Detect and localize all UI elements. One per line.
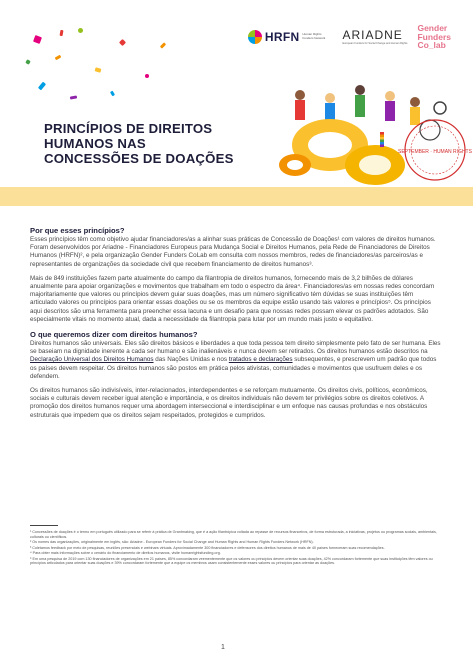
- footnote: ² Os nomes das organizações, originalmente em inglês, são: Ariadne - European Funders for Social Change and Human Rights and Human Rights Funders Network (HRFN).: [30, 540, 314, 544]
- footnotes: [30, 530, 442, 567]
- footnote: ⁴ Para obter mais informações sobre o cenário do financiamento de direitos humanos, visite humanrightsfunding.org.: [30, 551, 221, 555]
- ariadne-logo: ARIADNE European Funders for Social Change and Human Rights: [342, 28, 408, 46]
- september-stamp: [398, 120, 473, 180]
- partner-logos: [248, 24, 451, 50]
- main-content: [30, 220, 442, 426]
- hrfn-logo: HRFN Human Rights Funders Network: [248, 30, 333, 44]
- udhr-link[interactable]: Declaração Universal dos Direitos Humanos: [30, 356, 154, 364]
- hrfn-mark-icon: [248, 30, 262, 44]
- rainbow-flag: [380, 132, 384, 147]
- life-rings: [279, 119, 405, 185]
- page-number: 1: [221, 644, 225, 651]
- treaties-link[interactable]: tratados e declarações: [228, 356, 293, 364]
- footnote: ⁵ Em uma pesquisa de 2019 com 130 financiadores de organizações em 21 países, 85% concordaram veementemente que os valores ou princípios devem orientar suas doações, 42% concordaram fortemente que suas instituições têm valores ou princípios articulados para orientar suas doações e 39% concordaram fortemente que a equipe os membros usam consistentemente esses valores ou princípios para orientar as doações.: [30, 556, 433, 565]
- footnote-divider: [30, 525, 58, 526]
- header-illustration: [260, 60, 473, 210]
- section-heading-meaning: O que queremos dizer com direitos humanos?: [30, 330, 198, 340]
- paragraph: Os direitos humanos são indivisíveis, inter-relacionados, interdependentes e se reforçam mutuamente. Os direitos civis, políticos, econômicos, sociais e culturais devem receber igual atenção e importância, e os direitos individuais não devem ter privilégios sobre os direitos coletivos. A promoção dos direitos humanos requer uma abordagem interseccional e interdisciplinar e um enfoque nas causas profundas e nos obstáculos estruturais que impedem que os direitos sejam respeitados, protegidos e cumpridos.: [30, 387, 428, 419]
- section-heading-why: Por que esses princípios?: [30, 226, 125, 235]
- svg-text:SEPTEMBER · HUMAN RIGHTS: SEPTEMBER · HUMAN RIGHTS: [398, 149, 472, 155]
- footnote: ³ Coletamos feedback por meio de pesquisas, reuniões presenciais e webinars virtuais. Aproximadamente 300 financiadores e defensores dos direitos humanos de mais de 40 países forneceram suas recomendações.: [30, 545, 385, 550]
- footnote: ¹ Concessões de doações é o termo em português utilizado para se referir à prática de Grantmaking, que é a ação filantrópica voltada ao repasse de recursos financeiros, de forma estruturada, a iniciativas, projetos ou programas sociais, ambientais, culturais ou científicos.: [30, 530, 437, 539]
- paragraph: Mais de 849 instituições fazem parte atualmente do campo da filantropia de direitos humanos, fornecendo mais de 3,2 bilhões de dólares anualmente para apoiar organizações e movimentos que trabalham em todo o espectro da área⁴. Financiadores/as em nossas redes concordam majoritariamente que valores ou princípios devem guiar suas doações, mas um número significativo tém dúvidas se suas instituições têm articulado valores ou princípios para orientar essas doações ou se os membros da equipe estão usando tais valores e princípios⁵. Os princípios aqui descritos são uma ferramenta para preencher essa lacuna e um desafio para que nossas redes possam elevar os padrões adotados. São especialmente vitais no momento atual, dada a necessidade da filantropia para lutar por um mundo mais justo e equitativo.: [30, 274, 435, 323]
- page-title: PRINCÍPIOS DE DIREITOS HUMANOS NAS CONCESSÕES DE DOAÇÕES: [44, 121, 234, 166]
- paragraph: Direitos humanos são universais. Eles são direitos básicos e liberdades a que toda pessoa tem direito simplesmente pelo fato de ser humana. Eles se baseiam na dignidade inerente a cada ser humano e são inalienáveis e nunca devem ser retirados. Os direitos humanos estão descritos na Declaração Universal dos Direitos Humanos das Nações Unidas e nos tratados e declarações subsequentes, e prescrevem um padrão que todos os países devem respeitar. Os direitos humanos são postos em prática pelos ativistas, comunidades e movimentos que usufruem deles e os defendem.: [30, 340, 441, 380]
- gender-funders-colab-logo: Gender Funders Co_lab: [417, 23, 451, 50]
- paragraph: Esses princípios têm como objetivo ajudar financiadores/as a alinhar suas práticas de Concessão de Doações¹ com valores de direitos humanos. Foram desenvolvidos por Ariadne - Financiadores Europeus para Mudança Social e Direitos Humanos, pela Rede de Financiadores de Direitos Humanos (HRFN)², e pela organização Gender Funders CoLab em consulta com nossos membros, redes de financiadores/as parceiros/as e representantes de organizações da sociedade civil que recebem financiamento de direitos humanos³.: [30, 236, 436, 268]
